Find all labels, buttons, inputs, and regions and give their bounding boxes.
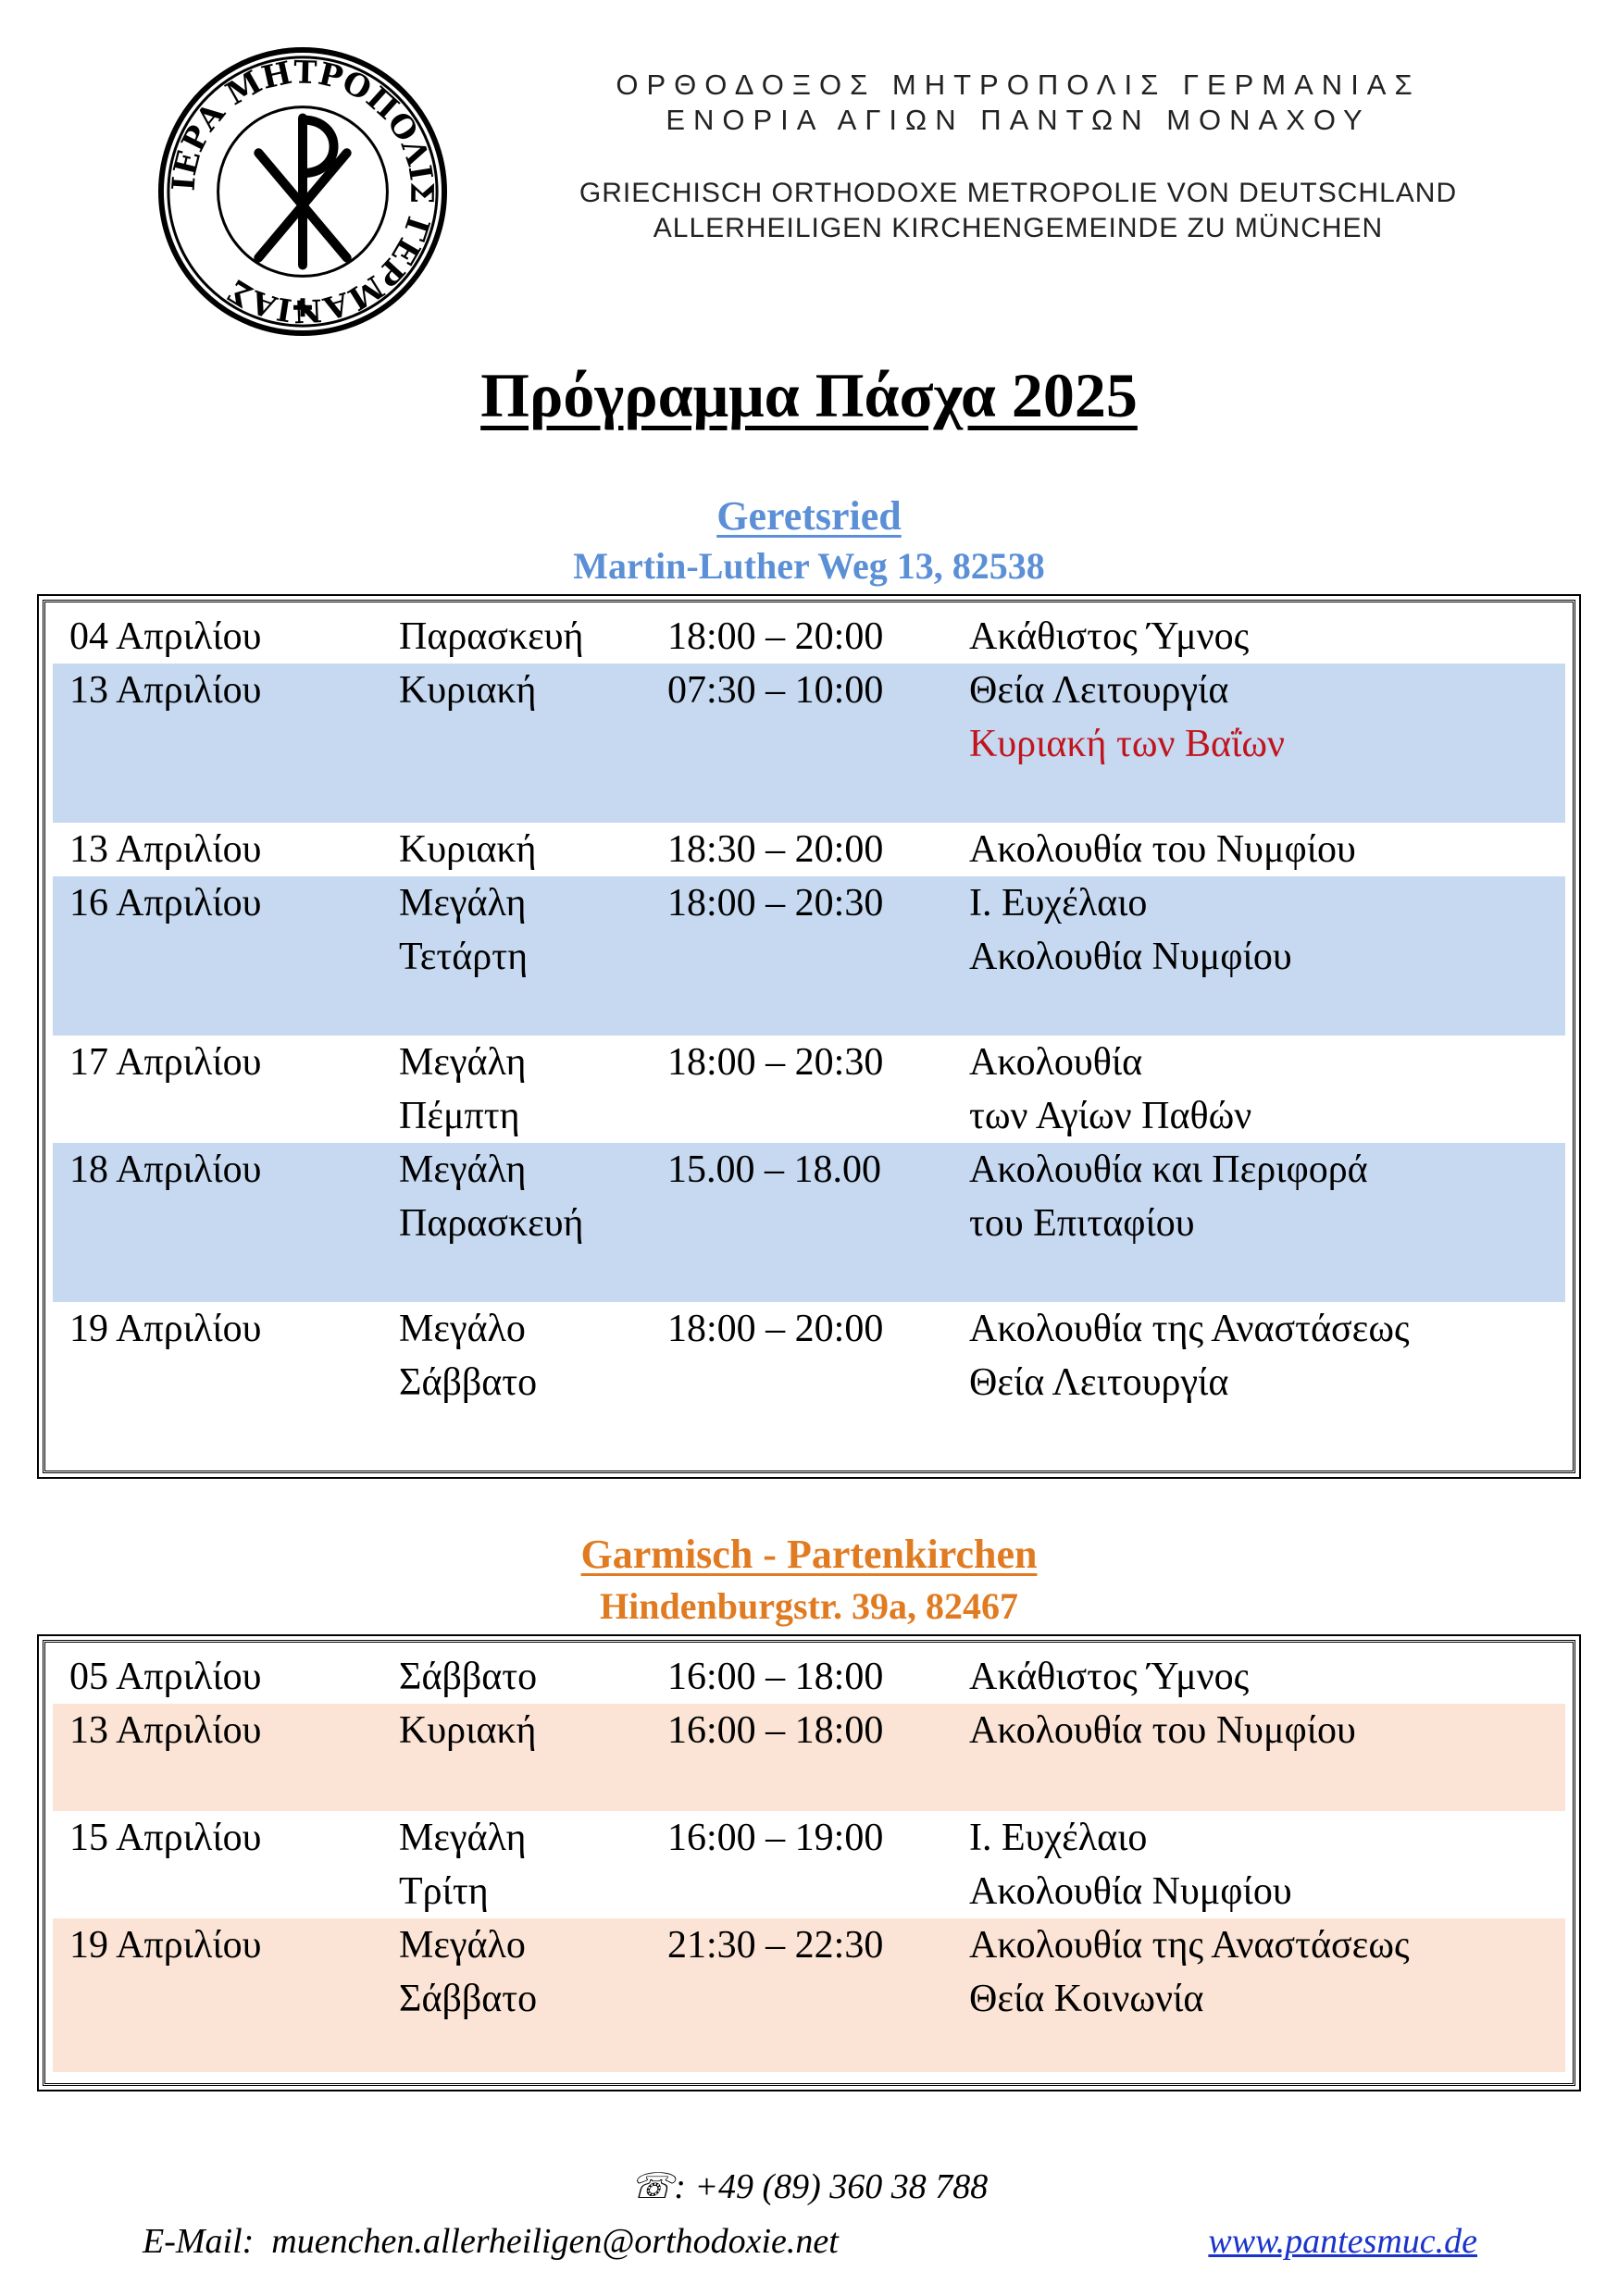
table-row [53,1302,1565,1459]
page-title: Πρόγραμμα Πάσχα 2025 [480,360,1138,430]
service-cell-line2: των Αγίων Παθών [969,1095,1252,1137]
time-cell: 18:00 – 20:30 [667,882,884,925]
day-cell-line2: Τετάρτη [399,936,529,978]
service-cell: Ακολουθία του Νυμφίου [969,828,1356,871]
email-address[interactable]: muenchen.allerheiligen@orthodoxie.net [271,2222,839,2261]
day-cell: Μεγάλο [399,1924,526,1967]
table-row [53,1918,1565,2072]
day-cell: Μεγάλη [399,1041,527,1084]
section-name-garmisch: Garmisch - Partenkirchen [580,1532,1038,1577]
time-cell: 16:00 – 18:00 [667,1709,884,1752]
schedule-table-geretsried [43,600,1575,1473]
metropolis-seal [156,44,450,339]
service-cell-line2: Ακολουθία Νυμφίου [969,1870,1292,1913]
day-cell-line2: Παρασκευή [399,1202,584,1245]
phone-line [0,2166,1618,2207]
german-parish-heading: ALLERHEILIGEN KIRCHENGEMEINDE ZU MÜNCHEN [653,213,1384,243]
service-cell: Ακολουθία και Περιφορά [969,1148,1368,1191]
time-cell: 18:00 – 20:00 [667,615,884,658]
date-cell: 13 Απριλίου [69,828,262,871]
table-row [53,1704,1565,1811]
service-cell-line2: Ακολουθία Νυμφίου [969,936,1292,978]
website-link[interactable]: www.pantesmuc.de [1208,2222,1477,2261]
service-cell: Ι. Ευχέλαιο [969,1817,1148,1859]
day-cell: Κυριακή [399,669,537,712]
table-row [53,1811,1565,1918]
day-cell: Μεγάλη [399,1817,527,1859]
day-cell-line2: Τρίτη [399,1870,489,1913]
holiday-note: Κυριακή των Βαΐων [969,723,1285,765]
date-cell: 17 Απριλίου [69,1041,262,1084]
day-cell-line2: Πέμπτη [399,1095,520,1137]
section-address-garmisch: Hindenburgstr. 39a, 82467 [600,1585,1018,1627]
day-cell: Μεγάλη [399,1148,527,1191]
schedule-table-garmisch [43,1640,1575,2086]
date-cell: 15 Απριλίου [69,1817,262,1859]
day-cell: Μεγάλη [399,882,527,925]
table-row [53,823,1565,876]
email-label: E-Mail: [143,2222,255,2261]
email-line [143,2221,839,2262]
day-cell: Σάββατο [399,1656,538,1698]
section-name-geretsried: Geretsried [716,493,902,539]
day-cell-line2: Σάββατο [399,1978,538,2020]
telephone-icon: ☏ [629,2167,675,2206]
chi-rho-icon [258,118,346,266]
seal-text: ΙΕΡΑ ΜΗΤΡΟΠΟΛΙΣ ΓΕΡΜΑΝΙΑΣ [164,53,442,330]
time-cell: 18:00 – 20:00 [667,1308,884,1350]
greek-metropolis-heading: ΟΡΘΟΔΟΞΟΣ ΜΗΤΡΟΠΟΛΙΣ ΓΕΡΜΑΝΙΑΣ [616,68,1421,101]
time-cell: 18:30 – 20:00 [667,828,884,871]
time-cell: 07:30 – 10:00 [667,669,884,712]
table-row [53,664,1565,823]
table-row [53,1650,1565,1704]
day-cell: Παρασκευή [399,615,584,658]
service-cell: Ακάθιστος Ύμνος [969,1656,1250,1698]
greek-parish-heading: ΕΝΟΡΙΑ ΑΓΙΩΝ ΠΑΝΤΩΝ ΜΟΝΑΧΟΥ [666,104,1371,136]
service-cell: Ακολουθία της Αναστάσεως [969,1308,1410,1350]
date-cell: 13 Απριλίου [69,1709,262,1752]
service-cell: Ακολουθία του Νυμφίου [969,1709,1356,1752]
time-cell: 16:00 – 19:00 [667,1817,884,1859]
date-cell: 13 Απριλίου [69,669,262,712]
date-cell: 19 Απριλίου [69,1308,262,1350]
table-row [53,876,1565,1036]
service-cell-line2: του Επιταφίου [969,1202,1195,1245]
day-cell-line2: Σάββατο [399,1361,538,1404]
date-cell: 19 Απριλίου [69,1924,262,1967]
time-cell: 21:30 – 22:30 [667,1924,884,1967]
date-cell: 16 Απριλίου [69,882,262,925]
service-cell: Ακολουθία [969,1041,1143,1084]
service-cell: Θεία Λειτουργία [969,669,1229,712]
time-cell: 16:00 – 18:00 [667,1656,884,1698]
section-address-geretsried: Martin-Luther Weg 13, 82538 [573,545,1045,587]
time-cell: 18:00 – 20:30 [667,1041,884,1084]
date-cell: 05 Απριλίου [69,1656,262,1698]
day-cell: Κυριακή [399,1709,537,1752]
german-metropolis-heading: GRIECHISCH ORTHODOXE METROPOLIE VON DEUTSCHLAND [579,178,1458,208]
service-cell: Ακολουθία της Αναστάσεως [969,1924,1410,1967]
day-cell: Μεγάλο [399,1308,526,1350]
date-cell: 18 Απριλίου [69,1148,262,1191]
service-cell-line2: Θεία Κοινωνία [969,1978,1204,2020]
time-cell: 15.00 – 18.00 [667,1148,881,1191]
date-cell: 04 Απριλίου [69,615,262,658]
service-cell: Ακάθιστος Ύμνος [969,615,1250,658]
table-row [53,1036,1565,1143]
table-row [53,610,1565,664]
table-row [53,1143,1565,1302]
day-cell: Κυριακή [399,828,537,871]
phone-number: : +49 (89) 360 38 788 [674,2167,989,2206]
service-cell: Ι. Ευχέλαιο [969,882,1148,925]
service-cell-line2: Θεία Λειτουργία [969,1361,1229,1404]
